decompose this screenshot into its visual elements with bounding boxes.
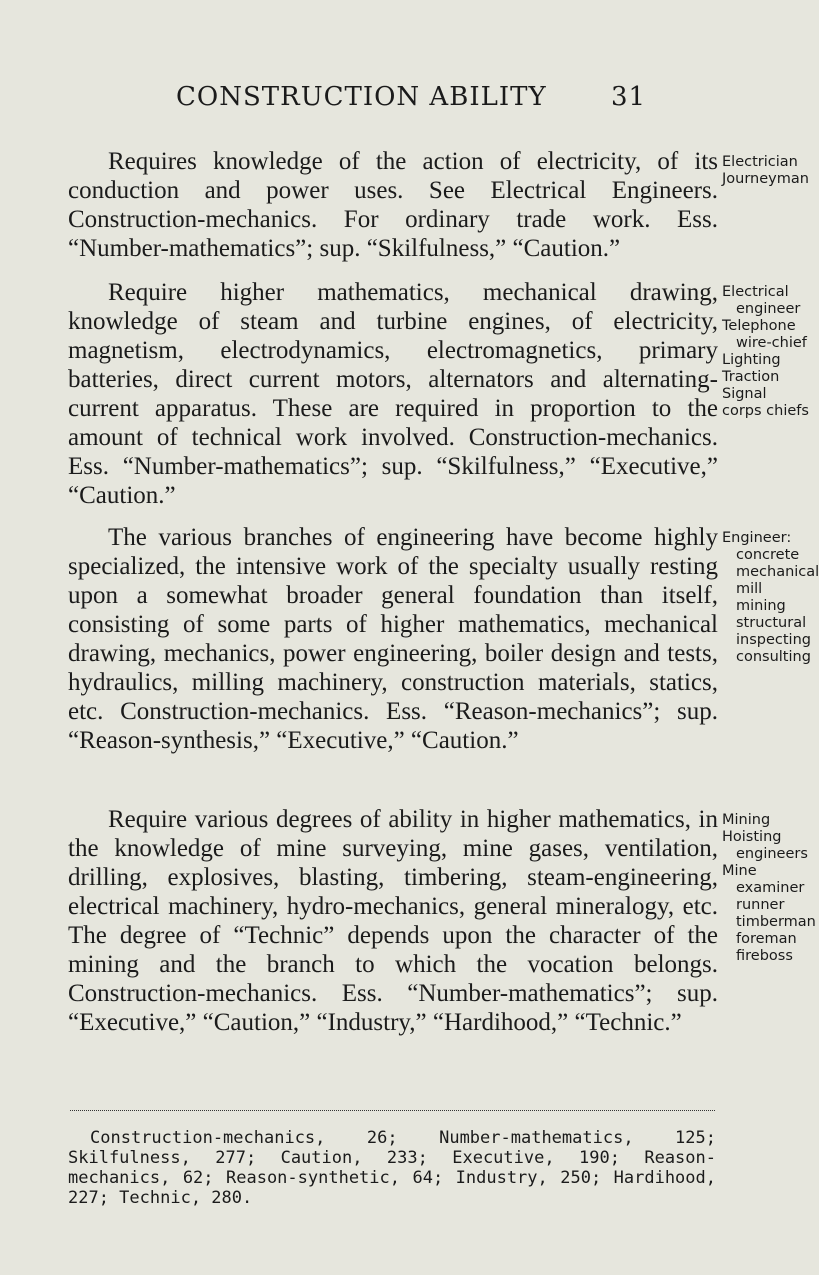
margin-note: mill: [736, 581, 763, 597]
paragraph-text: Require various degrees of ability in higher mathematics, in the knowledge of mine surveying, mine gases, ventilation, drilling, explosives, blasting, timbering, steam-engineering, electrical machinery, hydro-mechanics, general mineralogy, etc. The degree of “Technic” depends upon the character of the mining and the branch to which the vocation belongs. Construction-mechanics. Ess. “Number-mathematics”; sup. “Executive,” “Caution,” “Industry,” “Hardihood,” “Technic.”: [68, 806, 718, 1036]
margin-note: examiner: [736, 880, 805, 896]
margin-note: mechanical: [736, 564, 819, 580]
paragraph-electrician: [68, 147, 718, 263]
margin-notes-engineer: [722, 530, 819, 666]
margin-note: corps chiefs: [722, 403, 809, 419]
summary-text: Construction-mechanics, 26; Number-mathematics, 125; Skilfulness, 277; Caution, 233; Executive, 190; Reason-mechanics, 62; Reason-synthetic, 64; Industry, 250; Hardihood, 227; Technic, 280.: [68, 1128, 716, 1208]
margin-note: Hoisting: [722, 829, 782, 845]
margin-note: fireboss: [736, 948, 793, 964]
margin-note: timberman: [736, 914, 816, 930]
margin-note: inspecting: [736, 632, 811, 648]
paragraph-mining: [68, 805, 718, 1037]
margin-note: Signal: [722, 386, 767, 402]
margin-note: mining: [736, 598, 786, 614]
faculty-summary: [68, 1128, 716, 1208]
paragraph-engineer: [68, 523, 718, 755]
margin-note: Electrician: [722, 154, 798, 170]
paragraph-text: The various branches of engineering have become highly specialized, the intensive work of the specialty usually resting upon a somewhat broader general foundation than itself, consisting of some parts of higher mathematics, mechanical drawing, mechanics, power engineering, boiler design and tests, hydraulics, milling machinery, construction materials, statics, etc. Construction-mechanics. Ess. “Reason-mechanics”; sup. “Reason-synthesis,” “Executive,” “Caution.”: [68, 524, 718, 754]
margin-note: Traction: [722, 369, 780, 385]
margin-note: Electrical: [722, 284, 789, 300]
paragraph-text: Requires knowledge of the action of electricity, of its conduction and power uses. See Electrical Engineers. Construction-mechanics. For ordinary trade work. Ess. “Number-mathematics”; sup. “Skilfulness,” “Caution.”: [68, 148, 718, 262]
margin-notes-electrical-engineer: [722, 284, 809, 420]
paragraph-electrical-engineer: [68, 278, 718, 510]
paragraph-text: Require higher mathematics, mechanical drawing, knowledge of steam and turbine engines, of electricity, magnetism, electrodynamics, electromagnetics, primary batteries, direct current motors, alternators and alternating-current apparatus. These are required in proportion to the amount of technical work involved. Construction-mechanics. Ess. “Number-mathematics”; sup. “Skilfulness,” “Executive,” “Caution.”: [68, 279, 718, 509]
margin-note: concrete: [736, 547, 800, 563]
margin-note: Mining: [722, 812, 771, 828]
margin-note: Journeyman: [722, 171, 809, 187]
page-number: 31: [611, 82, 647, 112]
page-title: CONSTRUCTION ABILITY: [176, 82, 547, 112]
margin-notes-electrician: [722, 154, 809, 188]
margin-note: Mine: [722, 863, 757, 879]
margin-note: engineers: [736, 846, 808, 862]
margin-notes-mining: [722, 812, 816, 965]
margin-note: consulting: [736, 649, 811, 665]
margin-note: Engineer:: [722, 530, 792, 546]
margin-note: structural: [736, 615, 807, 631]
margin-note: engineer: [736, 301, 801, 317]
margin-note: runner: [736, 897, 785, 913]
margin-note: Lighting: [722, 352, 781, 368]
margin-note: wire-chief: [736, 335, 807, 351]
margin-note: Telephone: [722, 318, 796, 334]
margin-note: foreman: [736, 931, 797, 947]
divider-rule: [70, 1110, 715, 1111]
